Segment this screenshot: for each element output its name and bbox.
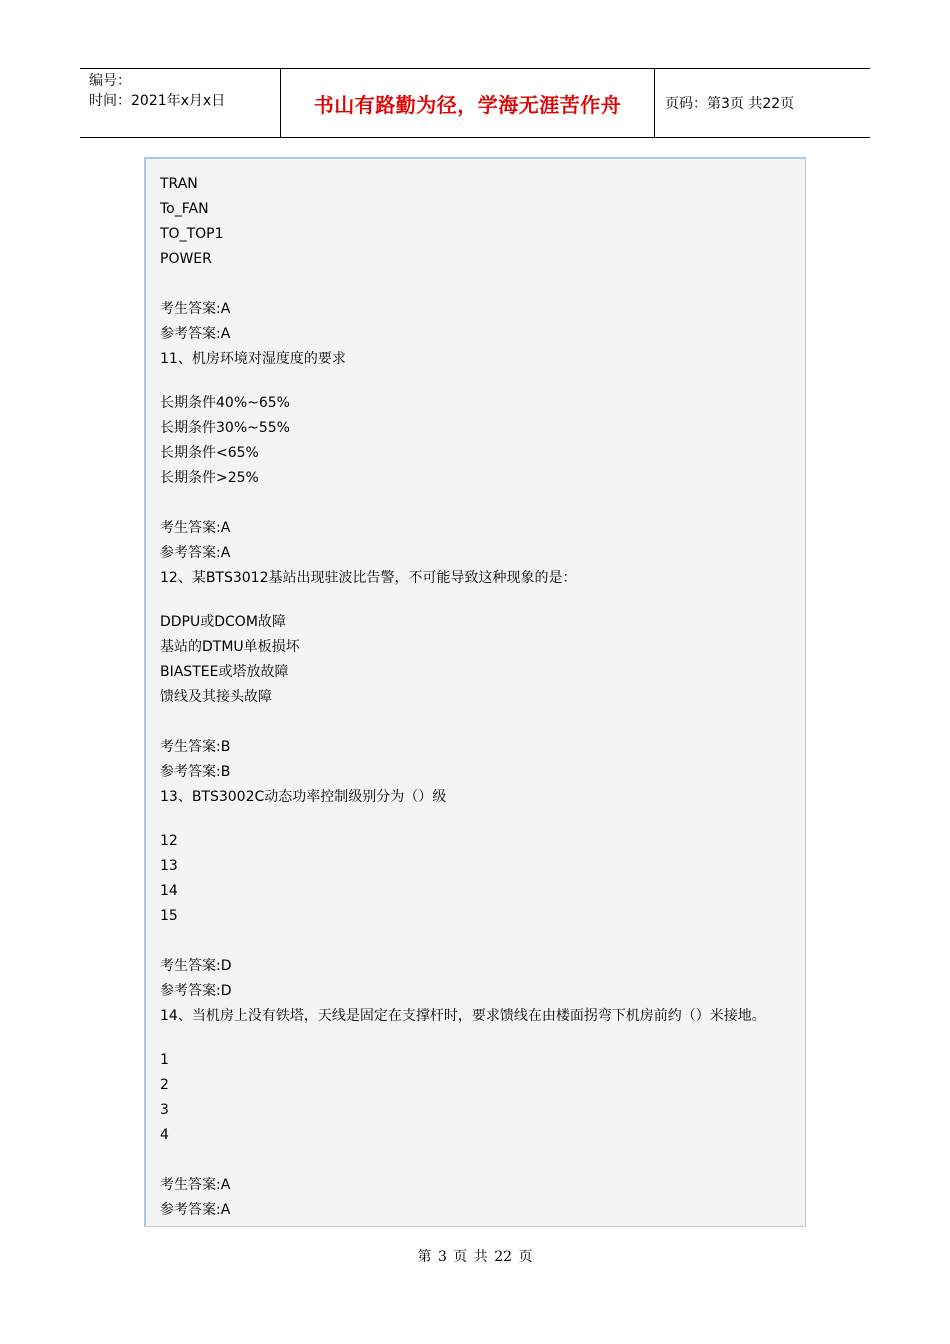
question-title: 14、当机房上没有铁塔，天线是固定在支撑杆时，要求馈线在由楼面拐弯下机房前约（）米接地。 bbox=[160, 1008, 766, 1024]
time-label: 时间：2021年x月x日 bbox=[89, 93, 226, 109]
student-answer: 考生答案:A bbox=[160, 301, 231, 317]
student-answer: 考生答案:B bbox=[160, 739, 231, 755]
option: 长期条件>25% bbox=[160, 470, 259, 486]
student-answer: 考生答案:A bbox=[160, 520, 231, 536]
page-header bbox=[80, 68, 870, 138]
option: 1 bbox=[160, 1052, 169, 1068]
student-answer: 考生答案:A bbox=[160, 1177, 231, 1193]
question-title: 12、某BTS3012基站出现驻波比告警，不可能导致这种现象的是： bbox=[160, 570, 577, 586]
option: 长期条件30%~55% bbox=[160, 420, 290, 436]
question-content bbox=[160, 172, 795, 1223]
question-panel bbox=[144, 157, 806, 1227]
option: POWER bbox=[160, 251, 212, 267]
option: TRAN bbox=[160, 176, 198, 192]
page-footer: 第 3 页 共 22 页 bbox=[417, 1249, 533, 1265]
option: To_FAN bbox=[160, 201, 209, 217]
option: DDPU或DCOM故障 bbox=[160, 614, 286, 630]
option: 馈线及其接头故障 bbox=[160, 689, 272, 705]
option: 13 bbox=[160, 858, 178, 874]
option: 15 bbox=[160, 908, 178, 924]
reference-answer: 参考答案:A bbox=[160, 326, 231, 342]
option: 14 bbox=[160, 883, 178, 899]
reference-answer: 参考答案:A bbox=[160, 1202, 231, 1218]
number-label: 编号： bbox=[89, 73, 131, 89]
option: 4 bbox=[160, 1127, 169, 1143]
reference-answer: 参考答案:D bbox=[160, 983, 232, 999]
option: 2 bbox=[160, 1077, 169, 1093]
option: 长期条件40%~65% bbox=[160, 395, 290, 411]
question-title: 13、BTS3002C动态功率控制级别分为（）级 bbox=[160, 789, 447, 805]
option: 3 bbox=[160, 1102, 169, 1118]
student-answer: 考生答案:D bbox=[160, 958, 232, 974]
header-page-info: 页码：第3页 共22页 bbox=[665, 96, 795, 112]
question-title: 11、机房环境对湿度度的要求 bbox=[160, 351, 346, 367]
header-motto: 书山有路勤为径，学海无涯苦作舟 bbox=[281, 69, 655, 137]
option: TO_TOP1 bbox=[160, 226, 224, 242]
header-meta bbox=[80, 69, 281, 137]
option: 12 bbox=[160, 833, 178, 849]
option: 基站的DTMU单板损坏 bbox=[160, 639, 300, 655]
reference-answer: 参考答案:B bbox=[160, 764, 231, 780]
reference-answer: 参考答案:A bbox=[160, 545, 231, 561]
option: 长期条件<65% bbox=[160, 445, 259, 461]
option: BIASTEE或塔放故障 bbox=[160, 664, 289, 680]
